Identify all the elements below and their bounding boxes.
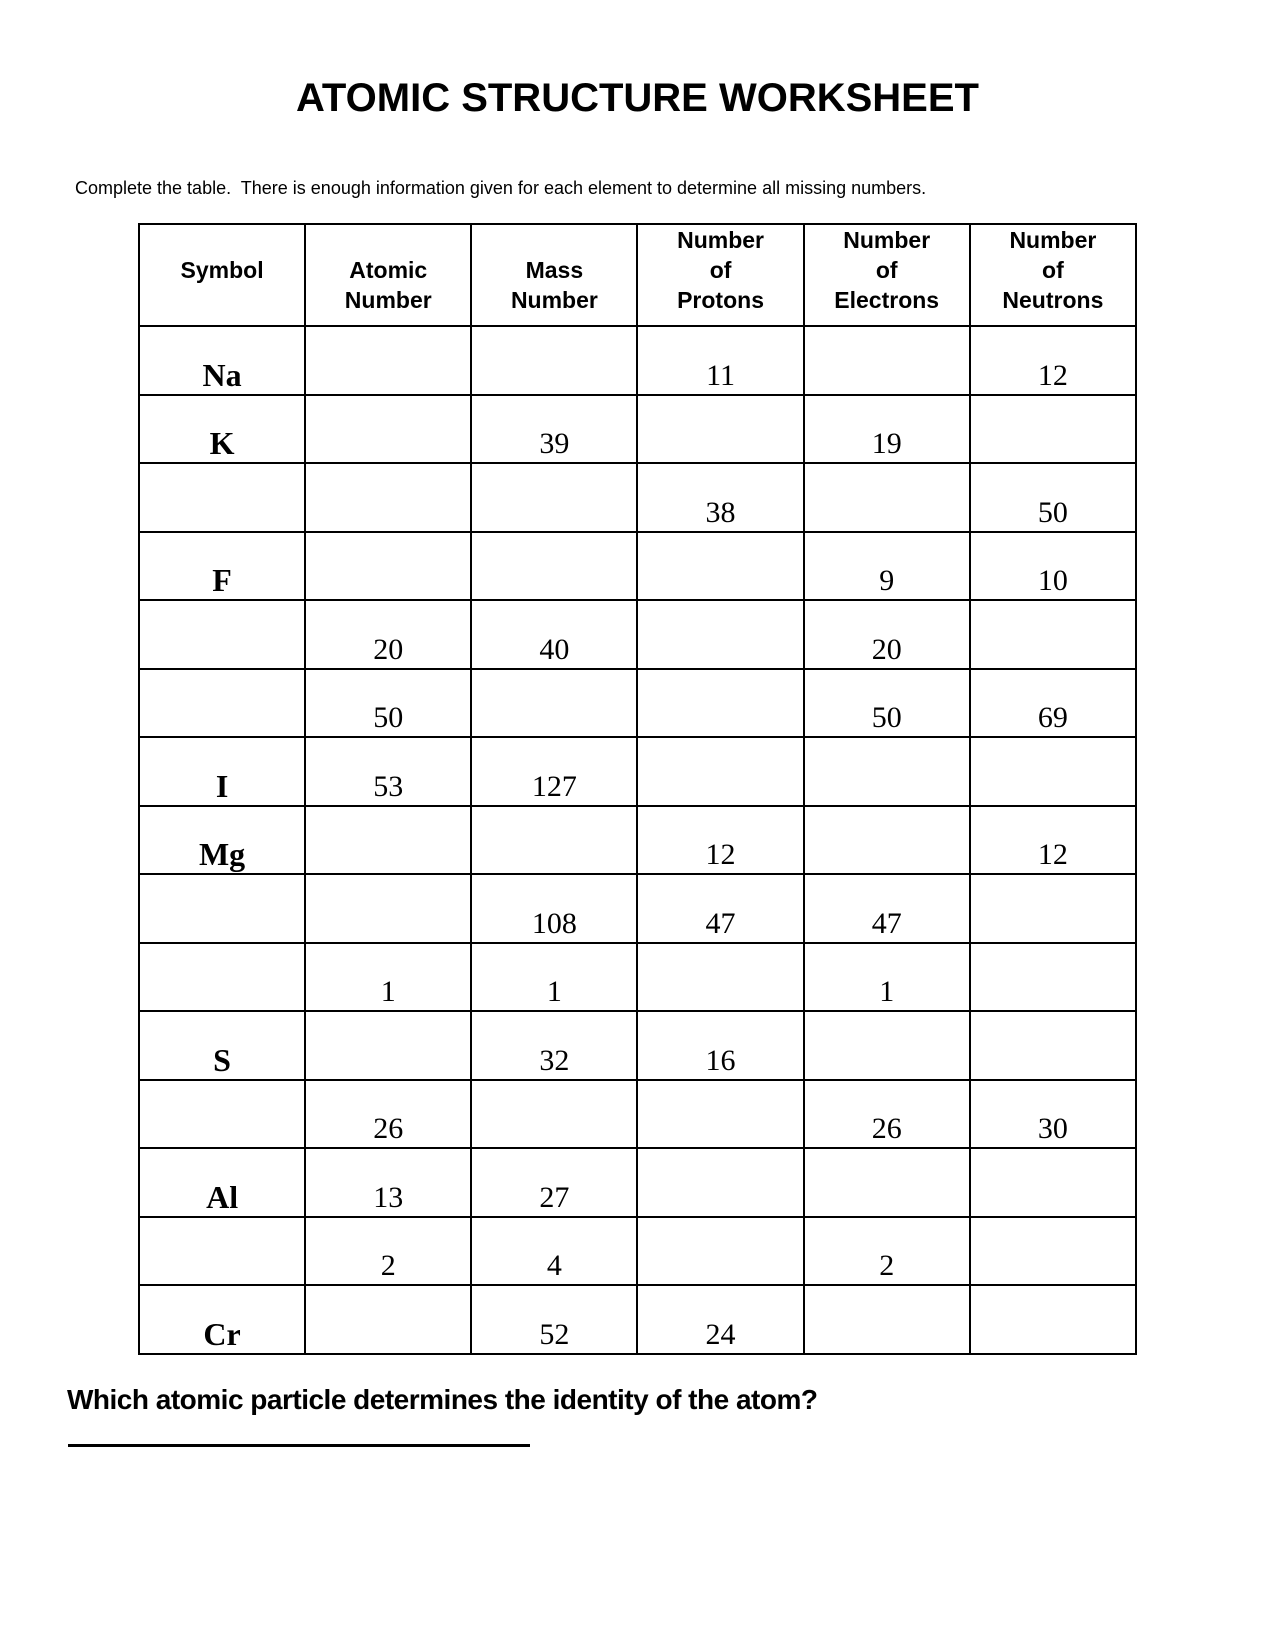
atomic-structure-table [138, 223, 1137, 1355]
cell-neutrons: 10 [970, 532, 1136, 601]
cell-atomic-number: 50 [305, 669, 471, 738]
header-line: Mass [525, 257, 584, 283]
instruction-text: Complete the table. There is enough information given for each element to determine all missing numbers. [75, 178, 927, 198]
cell-neutrons [970, 737, 1136, 806]
cell-mass-number: 108 [471, 874, 637, 943]
cell-electrons [804, 1148, 970, 1217]
cell-atomic-number: 20 [305, 600, 471, 669]
table-header [139, 224, 1136, 326]
cell-electrons [804, 326, 970, 395]
column-header-symbol [139, 224, 305, 326]
cell-mass-number [471, 532, 637, 601]
cell-neutrons [970, 600, 1136, 669]
column-header-protons [637, 224, 803, 326]
cell-symbol [139, 943, 305, 1012]
table-row [139, 326, 1136, 395]
table-row [139, 1011, 1136, 1080]
cell-electrons: 1 [804, 943, 970, 1012]
cell-neutrons: 50 [970, 463, 1136, 532]
cell-electrons: 47 [804, 874, 970, 943]
cell-atomic-number [305, 1285, 471, 1354]
cell-mass-number [471, 669, 637, 738]
cell-symbol: Na [139, 326, 305, 395]
cell-symbol: Cr [139, 1285, 305, 1354]
cell-electrons [804, 806, 970, 875]
cell-protons: 11 [637, 326, 803, 395]
column-header-electrons [804, 224, 970, 326]
cell-protons [637, 395, 803, 464]
cell-symbol: S [139, 1011, 305, 1080]
cell-mass-number: 32 [471, 1011, 637, 1080]
cell-electrons [804, 1011, 970, 1080]
cell-protons: 38 [637, 463, 803, 532]
table-body [139, 326, 1136, 1354]
cell-symbol: F [139, 532, 305, 601]
cell-symbol [139, 600, 305, 669]
cell-atomic-number: 1 [305, 943, 471, 1012]
cell-mass-number: 39 [471, 395, 637, 464]
cell-symbol: Al [139, 1148, 305, 1217]
header-line: Number [510, 287, 598, 313]
cell-electrons: 26 [804, 1080, 970, 1149]
cell-neutrons: 69 [970, 669, 1136, 738]
cell-neutrons [970, 1011, 1136, 1080]
header-line: of [875, 257, 898, 283]
cell-mass-number: 127 [471, 737, 637, 806]
cell-protons: 47 [637, 874, 803, 943]
cell-mass-number: 1 [471, 943, 637, 1012]
cell-neutrons [970, 395, 1136, 464]
cell-mass-number: 52 [471, 1285, 637, 1354]
cell-symbol: I [139, 737, 305, 806]
cell-protons [637, 737, 803, 806]
cell-protons: 12 [637, 806, 803, 875]
header-line: Number [677, 227, 764, 253]
cell-symbol [139, 463, 305, 532]
question-text: Which atomic particle determines the identity of the atom? [67, 1384, 818, 1415]
table-row [139, 737, 1136, 806]
cell-mass-number [471, 1080, 637, 1149]
cell-electrons: 19 [804, 395, 970, 464]
cell-protons [637, 943, 803, 1012]
header-line: Number [1009, 227, 1097, 253]
cell-symbol: K [139, 395, 305, 464]
cell-atomic-number: 2 [305, 1217, 471, 1286]
cell-symbol [139, 669, 305, 738]
cell-atomic-number [305, 532, 471, 601]
table-row [139, 1217, 1136, 1286]
cell-electrons [804, 1285, 970, 1354]
cell-protons: 16 [637, 1011, 803, 1080]
table-row [139, 1285, 1136, 1354]
table-row [139, 1148, 1136, 1217]
cell-electrons: 20 [804, 600, 970, 669]
cell-atomic-number [305, 874, 471, 943]
column-header-mass-number [471, 224, 637, 326]
cell-symbol [139, 874, 305, 943]
cell-neutrons: 12 [970, 326, 1136, 395]
cell-electrons: 50 [804, 669, 970, 738]
header-line: Atomic [349, 257, 428, 283]
table-row [139, 874, 1136, 943]
header-line: Electrons [834, 287, 940, 313]
cell-symbol [139, 1080, 305, 1149]
cell-atomic-number: 13 [305, 1148, 471, 1217]
cell-atomic-number [305, 806, 471, 875]
cell-protons: 24 [637, 1285, 803, 1354]
header-line: Neutrons [1002, 287, 1104, 313]
header-line: of [1042, 257, 1064, 283]
cell-atomic-number: 53 [305, 737, 471, 806]
header-line: Symbol [180, 257, 264, 283]
cell-protons [637, 1080, 803, 1149]
table-row [139, 395, 1136, 464]
cell-atomic-number [305, 395, 471, 464]
cell-mass-number: 4 [471, 1217, 637, 1286]
cell-electrons: 2 [804, 1217, 970, 1286]
cell-mass-number: 40 [471, 600, 637, 669]
cell-electrons [804, 737, 970, 806]
column-header-atomic-number [305, 224, 471, 326]
cell-neutrons [970, 1217, 1136, 1286]
table-row [139, 806, 1136, 875]
cell-neutrons [970, 943, 1136, 1012]
header-line: Number [344, 287, 432, 313]
table-row [139, 600, 1136, 669]
cell-protons [637, 532, 803, 601]
cell-electrons: 9 [804, 532, 970, 601]
cell-neutrons [970, 1285, 1136, 1354]
cell-protons [637, 1217, 803, 1286]
cell-symbol [139, 1217, 305, 1286]
cell-mass-number [471, 463, 637, 532]
cell-mass-number: 27 [471, 1148, 637, 1217]
header-line: Protons [677, 287, 764, 313]
table-row [139, 1080, 1136, 1149]
table-row [139, 943, 1136, 1012]
answer-line [68, 1444, 530, 1447]
cell-neutrons: 12 [970, 806, 1136, 875]
cell-protons [637, 600, 803, 669]
page-title: ATOMIC STRUCTURE WORKSHEET [296, 76, 979, 120]
cell-symbol: Mg [139, 806, 305, 875]
cell-atomic-number [305, 326, 471, 395]
cell-atomic-number: 26 [305, 1080, 471, 1149]
cell-neutrons: 30 [970, 1080, 1136, 1149]
header-line: of [709, 257, 732, 283]
cell-mass-number [471, 806, 637, 875]
cell-neutrons [970, 874, 1136, 943]
column-header-neutrons [970, 224, 1136, 326]
cell-neutrons [970, 1148, 1136, 1217]
cell-atomic-number [305, 463, 471, 532]
cell-protons [637, 669, 803, 738]
cell-protons [637, 1148, 803, 1217]
cell-electrons [804, 463, 970, 532]
table-header-row [139, 224, 1136, 326]
table-row [139, 669, 1136, 738]
table-row [139, 532, 1136, 601]
header-line: Number [843, 227, 931, 253]
cell-atomic-number [305, 1011, 471, 1080]
cell-mass-number [471, 326, 637, 395]
table-row [139, 463, 1136, 532]
